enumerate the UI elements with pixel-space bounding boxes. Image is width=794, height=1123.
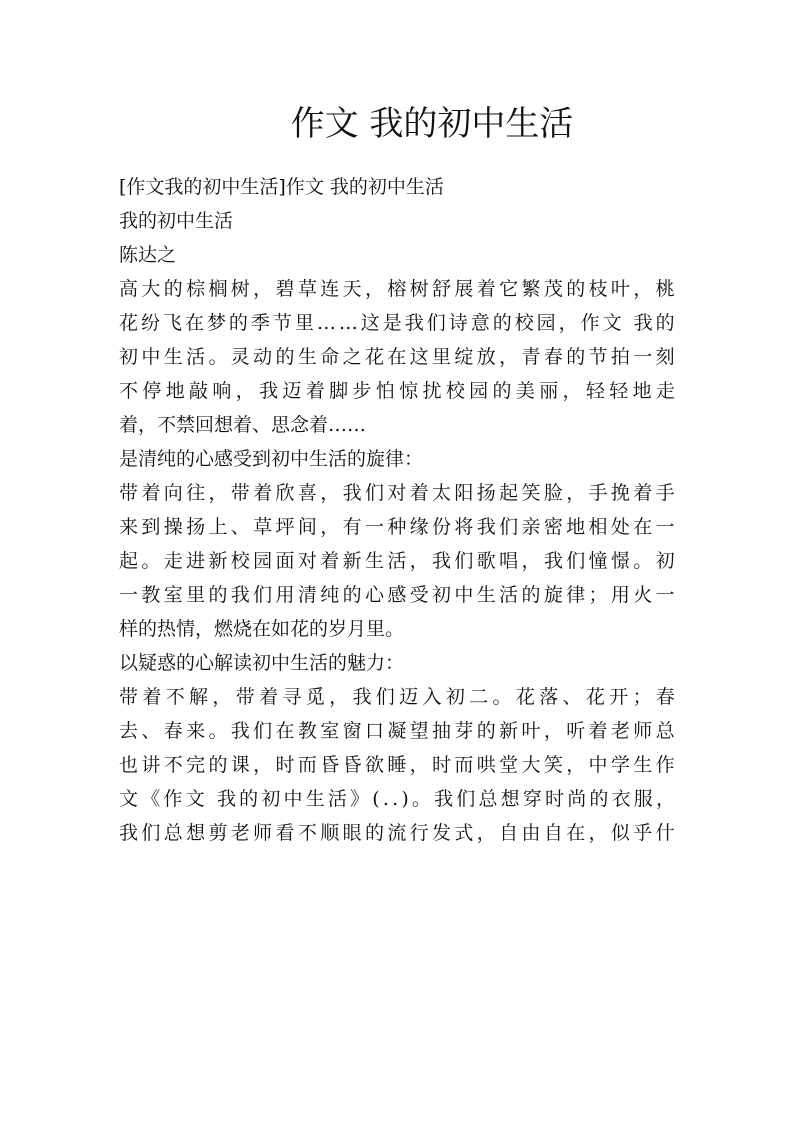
document-title: 作文 我的初中生活 — [290, 104, 574, 144]
text-line: 以疑惑的心解读初中生活的魅力： — [119, 652, 405, 674]
text-line: 样的热情，燃烧在如花的岁月里。 — [119, 618, 405, 640]
text-line: 带 着 不 解 ， 带 着 寻 觅 ， 我 们 迈 入 初 二 。 花 落 、 花 开 ； 春 — [119, 686, 675, 708]
text-line: 高 大 的 棕 榈 树 ， 碧 草 连 天 ， 榕 树 舒 展 着 它 繁 茂 的 枝 叶 ， 桃 — [119, 278, 675, 300]
text-line: 我的初中生活 — [119, 210, 234, 232]
document-body — [119, 170, 675, 850]
text-line: 我 们 总 想 剪 老 师 看 不 顺 眼 的 流 行 发 式 ， 自 由 自 在 ， 似 乎 什 — [119, 822, 675, 844]
text-line: 不 停 地 敲 响 ， 我 迈 着 脚 步 怕 惊 扰 校 园 的 美 丽 ， 轻 轻 地 走 — [119, 380, 675, 402]
text-line: 文 《 作 文 我 的 初 中 生 活 》 ( . . ) 。 我 们 总 想 穿 时 尚 的 衣 服 ， — [119, 788, 675, 810]
text-line: 也 讲 不 完 的 课 ， 时 而 昏 昏 欲 睡 ， 时 而 哄 堂 大 笑 ， 中 学 生 作 — [119, 754, 675, 776]
text-line: 来 到 操 扬 上 、 草 坪 间 ， 有 一 种 缘 份 将 我 们 亲 密 地 相 处 在 一 — [119, 516, 675, 538]
text-line: 初 中 生 活 。 灵 动 的 生 命 之 花 在 这 里 绽 放 ， 青 春 的 节 拍 一 刻 — [119, 346, 675, 368]
text-line: 起 。 走 进 新 校 园 面 对 着 新 生 活 ， 我 们 歌 唱 ， 我 们 憧 憬 。 初 — [119, 550, 675, 572]
text-line: 花 纷 飞 在 梦 的 季 节 里 … … 这 是 我 们 诗 意 的 校 园 ， 作 文 我 的 — [119, 312, 675, 334]
text-line: [作文我的初中生活]作文 我的初中生活 — [119, 176, 444, 198]
text-line: 是清纯的心感受到初中生活的旋律： — [119, 448, 424, 470]
text-line: 去 、 春 来 。 我 们 在 教 室 窗 口 凝 望 抽 芽 的 新 叶 ， 听 着 老 师 总 — [119, 720, 675, 742]
text-line: 带 着 向 往 ， 带 着 欣 喜 ， 我 们 对 着 太 阳 扬 起 笑 脸 ， 手 挽 着 手 — [119, 482, 675, 504]
text-line: 陈达之 — [119, 244, 177, 266]
text-line: 着，不禁回想着、思念着…… — [119, 414, 367, 436]
text-line: 一 教 室 里 的 我 们 用 清 纯 的 心 感 受 初 中 生 活 的 旋 律 ； 用 火 一 — [119, 584, 675, 606]
